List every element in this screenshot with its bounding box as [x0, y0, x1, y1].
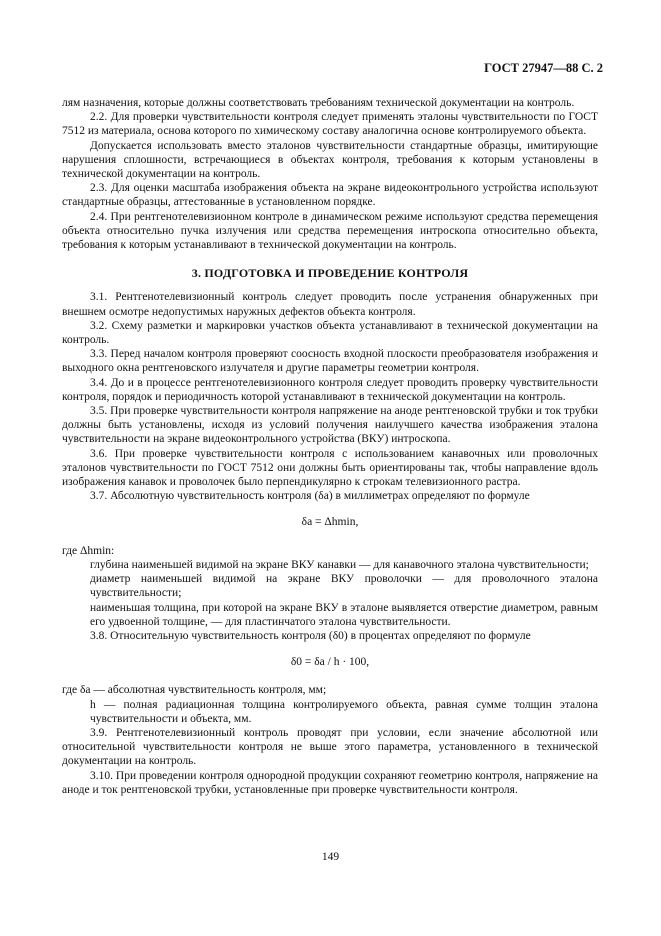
paragraph-continuation: лям назначения, которые должны соответствовать требованиям технической документации на контроль.: [62, 97, 575, 109]
definition-plate: наименьшая толщина, при которой на экране ВКУ в эталоне выявляется отверстие диаметром, равным его удвоенной толщине, — для пластинчатого эталона чувствительности.: [90, 601, 598, 628]
paragraph-3-10: 3.10. При проведении контроля однородной продукции сохраняют геометрию контроля, напряжение на аноде и ток рентгеновской трубки, установленные при проверке чувствительности контроля.: [62, 769, 598, 796]
paragraph-3-1: 3.1. Рентгенотелевизионный контроль следует проводить после устранения обнаруженных при внешнем осмотре недопустимых наружных дефектов объекта контроля.: [62, 291, 598, 318]
page-number: 149: [321, 851, 340, 863]
section-title: 3. ПОДГОТОВКА И ПРОВЕДЕНИЕ КОНТРОЛЯ: [191, 266, 469, 281]
where-h: h — полная радиационная толщина контролируемого объекта, равная сумме толщин эталона чувствительности и объекта, мм.: [90, 698, 598, 725]
formula-absolute-sensitivity: δa = Δhmin,: [301, 516, 359, 529]
paragraph-3-6: 3.6. При проверке чувствительности контроля с использованием канавочных или проволочных эталонов чувствительности по ГОСТ 7512 они должны быть ориентированы так, чтобы направление вдоль изображения канавок и проволочек было перпендикулярно к строкам телевизионного растра.: [62, 447, 598, 489]
paragraph-3-2: 3.2. Схему разметки и маркировки участков объекта устанавливают в технической документации на контроль.: [62, 319, 598, 347]
paragraph-2-3: 2.3. Для оценки масштаба изображения объекта на экране видеоконтрольного устройства используют стандартные образцы, аттестованные в установленном порядке.: [62, 182, 598, 209]
paragraph-3-8: 3.8. Относительную чувствительность контроля (δ0) в процентах определяют по формуле: [90, 629, 531, 642]
document-header: ГОСТ 27947—88 С. 2: [484, 61, 603, 75]
paragraph-3-3: 3.3. Перед началом контроля проверяют соосность входной плоскости преобразователя изображения и выходного окна рентгеновского излучателя и другие параметры геометрии контроля.: [62, 348, 598, 375]
document-body: [62, 96, 598, 797]
paragraph-2-4: 2.4. При рентгенотелевизионном контроле в динамическом режиме используют средства перемещения объекта относительно пучка излучения или средства перемещения интроскопа относительно объекта, требования к которым устанавливают в технической документации на контроль.: [62, 210, 598, 252]
paragraph-2-2-note: Допускается использовать вместо эталонов чувствительности стандартные образцы, имитирующие нарушения сплошности, встречающиеся в объектах контроля, требования к которым установлены в технической документации на контроль.: [62, 139, 598, 181]
where-delta-a: где δa — абсолютная чувствительность контроля, мм;: [62, 684, 327, 697]
definition-wire: диаметр наименьшей видимой на экране ВКУ проволочки — для проволочного эталона чувствительности;: [90, 573, 598, 600]
paragraph-3-5: 3.5. При проверке чувствительности контроля напряжение на аноде рентгеновской трубки и ток трубки должны быть установлены, исходя из условий получения наилучшего качества изображения эталона чувствительности на экране видеоконтрольного устройства (ВКУ) интроскопа.: [62, 405, 598, 446]
paragraph-3-7: 3.7. Абсолютную чувствительность контроля (δa) в миллиметрах определяют по формуле: [90, 490, 530, 503]
paragraph-2-2: 2.2. Для проверки чувствительности контроля следует применять эталоны чувствительности по ГОСТ 7512 из материала, основа которого по химическому составу аналогична основе контролируемого объекта.: [62, 111, 598, 138]
definition-groove: глубина наименьшей видимой на экране ВКУ канавки — для канавочного эталона чувствительности;: [90, 558, 589, 571]
formula-relative-sensitivity: δ0 = δa / h · 100,: [290, 656, 370, 669]
where-delta-h: где Δhmin:: [62, 544, 115, 557]
paragraph-3-9: 3.9. Рентгенотелевизионный контроль проводят при условии, если значение абсолютной или относительной чувствительности контроля не выше этого параметра, установленного в технической документации на контроль.: [62, 726, 598, 768]
paragraph-3-4: 3.4. До и в процессе рентгенотелевизионного контроля следует проводить проверку чувствительности контроля, порядок и периодичность которой устанавливают в технической документации на контроль.: [62, 376, 598, 403]
